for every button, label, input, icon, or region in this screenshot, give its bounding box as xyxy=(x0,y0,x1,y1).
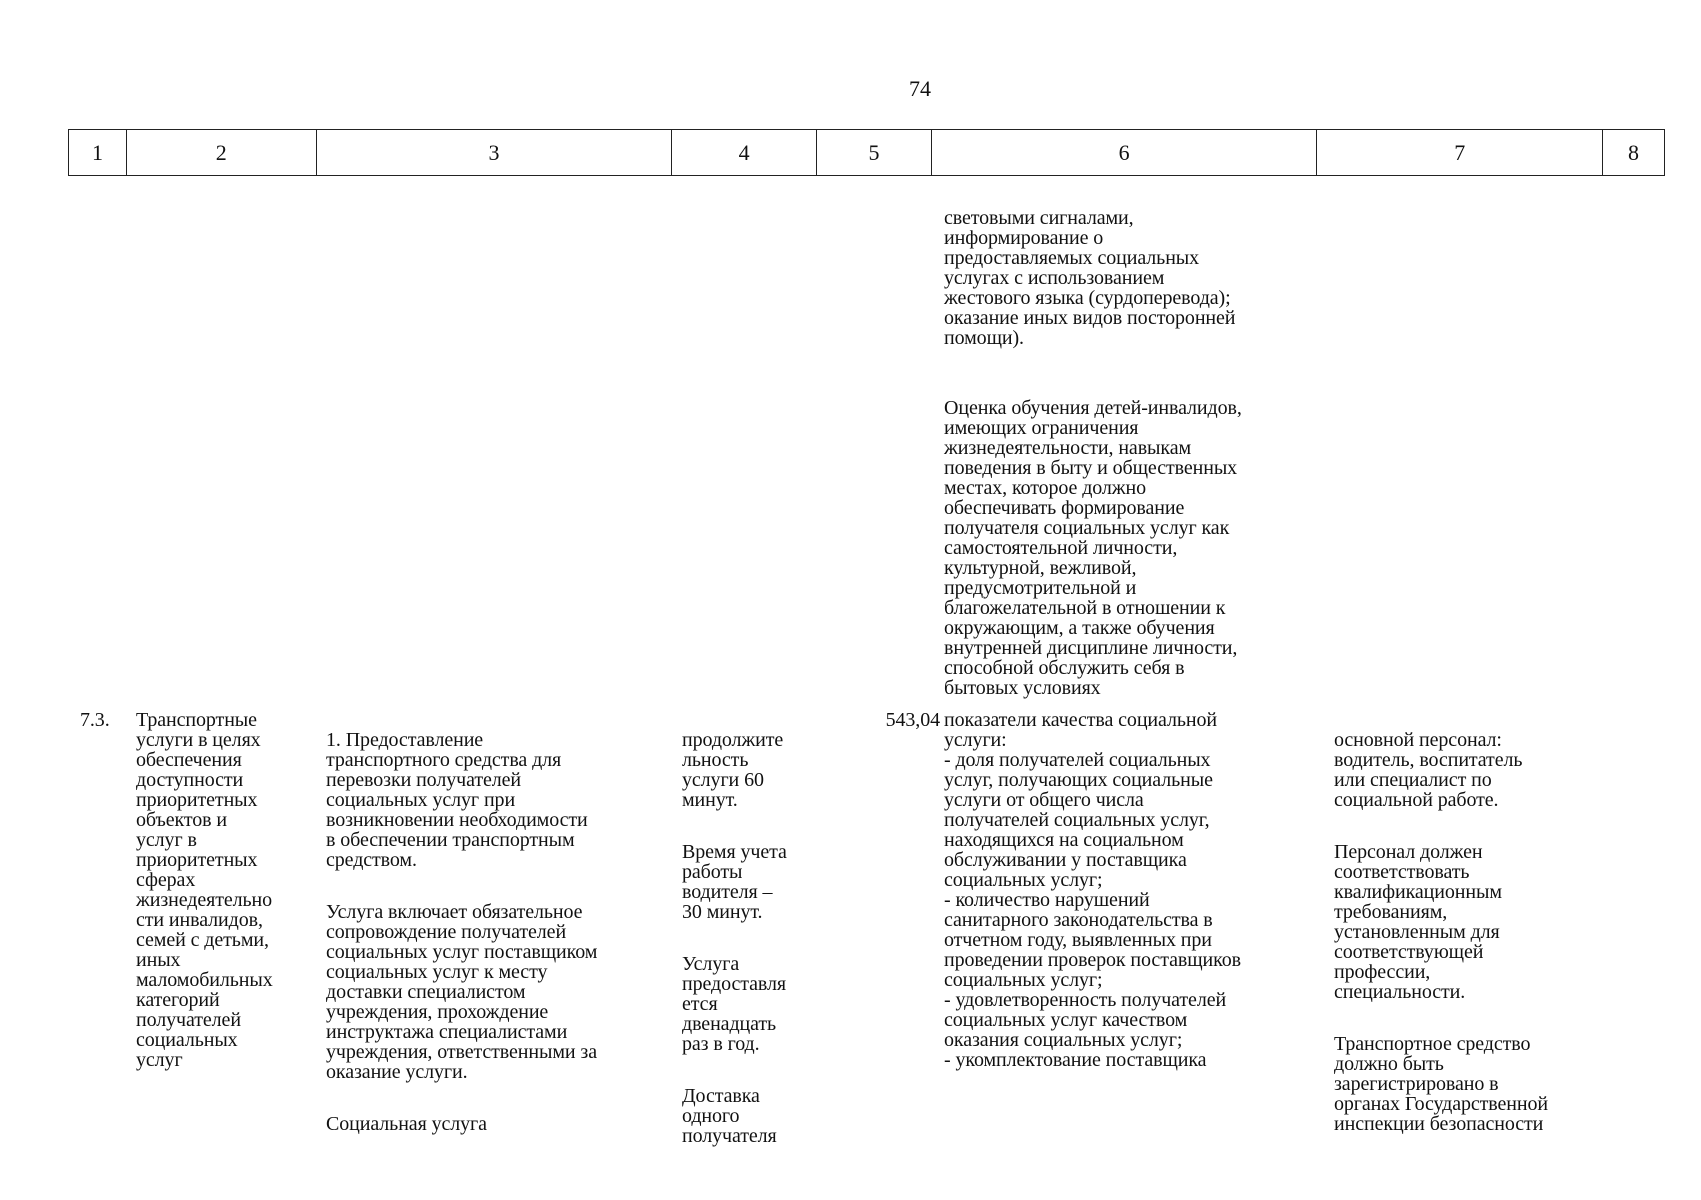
service-price: 543,04 xyxy=(885,709,940,731)
service-description-cell xyxy=(326,710,676,1154)
service-duration-para-2: Время учета работы водителя – 30 минут. xyxy=(682,841,787,923)
continuation-col6-para-1: световыми сигналами, информирование о предоставляемых социальных услугах с использованием жестового языка (сурдоперевода); оказание иных видов посторонней помощи). xyxy=(944,207,1236,349)
service-conditions-para-3: Транспортное средство должно быть зарегистрировано в органах Государственной инспекции безопасности xyxy=(1334,1033,1548,1135)
service-conditions-para-2: Персонал должен соответствовать квалификационным требованиям, установленным для соответствующей профессии, специальности. xyxy=(1334,841,1502,1003)
table-header-row xyxy=(68,129,1665,176)
continuation-col6-cell xyxy=(944,188,1334,718)
page-number: 74 xyxy=(909,76,931,101)
service-conditions-para-1: основной персонал: водитель, воспитатель или специалист по социальной работе. xyxy=(1334,729,1523,811)
header-col-4: 4 xyxy=(672,130,817,175)
service-name: Транспортные услуги в целях обеспечения доступности приоритетных объектов и услуг в приоритетных сферах жизнедеятельно сти инвалидов, семей с детьми, иных маломобильных категорий получателей социальных услуг xyxy=(136,709,273,1071)
service-duration-cell xyxy=(682,710,822,1166)
header-col-5: 5 xyxy=(817,130,932,175)
continuation-col6-para-2: Оценка обучения детей-инвалидов, имеющих ограничения жизнедеятельности, навыкам поведения в быту и общественных местах, которое должно обеспечивать формирование получателя социальных услуг как самостоятельной личности, культурной, вежливой, предусмотрительной и благожелательной в отношении к окружающим, а также обучения внутренней дисциплине личности, способной обслужить себя в бытовых условиях xyxy=(944,397,1242,699)
service-description-para-1: 1. Предоставление транспортного средства для перевозки получателей социальных услуг при возникновении необходимости в обеспечении транспортным средством. xyxy=(326,729,588,871)
service-duration-para-3: Услуга предоставля ется двенадцать раз в год. xyxy=(682,953,786,1055)
quality-indicators: показатели качества социальной услуги: - доля получателей социальных услуг, получающих социальные услуги от общего числа получателей социальных услуг, находящихся на социальном обслуживании у поставщика социальных услуг; - количество нарушений санитарного законодательства в отчетном году, выявленных при проведении проверок поставщиков социальных услуг; - удовлетворенность получателей социальных услуг качеством оказания социальных услуг; - укомплектование поставщика xyxy=(944,709,1241,1071)
header-col-7: 7 xyxy=(1317,130,1603,175)
service-duration-para-1: продолжите льность услуги 60 минут. xyxy=(682,729,784,811)
header-col-1: 1 xyxy=(69,130,127,175)
service-duration-para-4: Доставка одного получателя xyxy=(682,1085,777,1147)
service-conditions-cell xyxy=(1334,710,1624,1154)
header-col-6: 6 xyxy=(932,130,1318,175)
header-col-2: 2 xyxy=(127,130,317,175)
header-col-8: 8 xyxy=(1628,139,1640,165)
row-number: 7.3. xyxy=(80,709,110,731)
service-description-para-2: Услуга включает обязательное сопровождение получателей социальных услуг поставщиком социальных услуг к месту доставки специалистом учреждения, прохождение инструктажа специалистами учреждения, ответственными за оказание услуги. xyxy=(326,901,598,1083)
header-col-3: 3 xyxy=(317,130,673,175)
service-description-para-3: Социальная услуга xyxy=(326,1113,487,1135)
